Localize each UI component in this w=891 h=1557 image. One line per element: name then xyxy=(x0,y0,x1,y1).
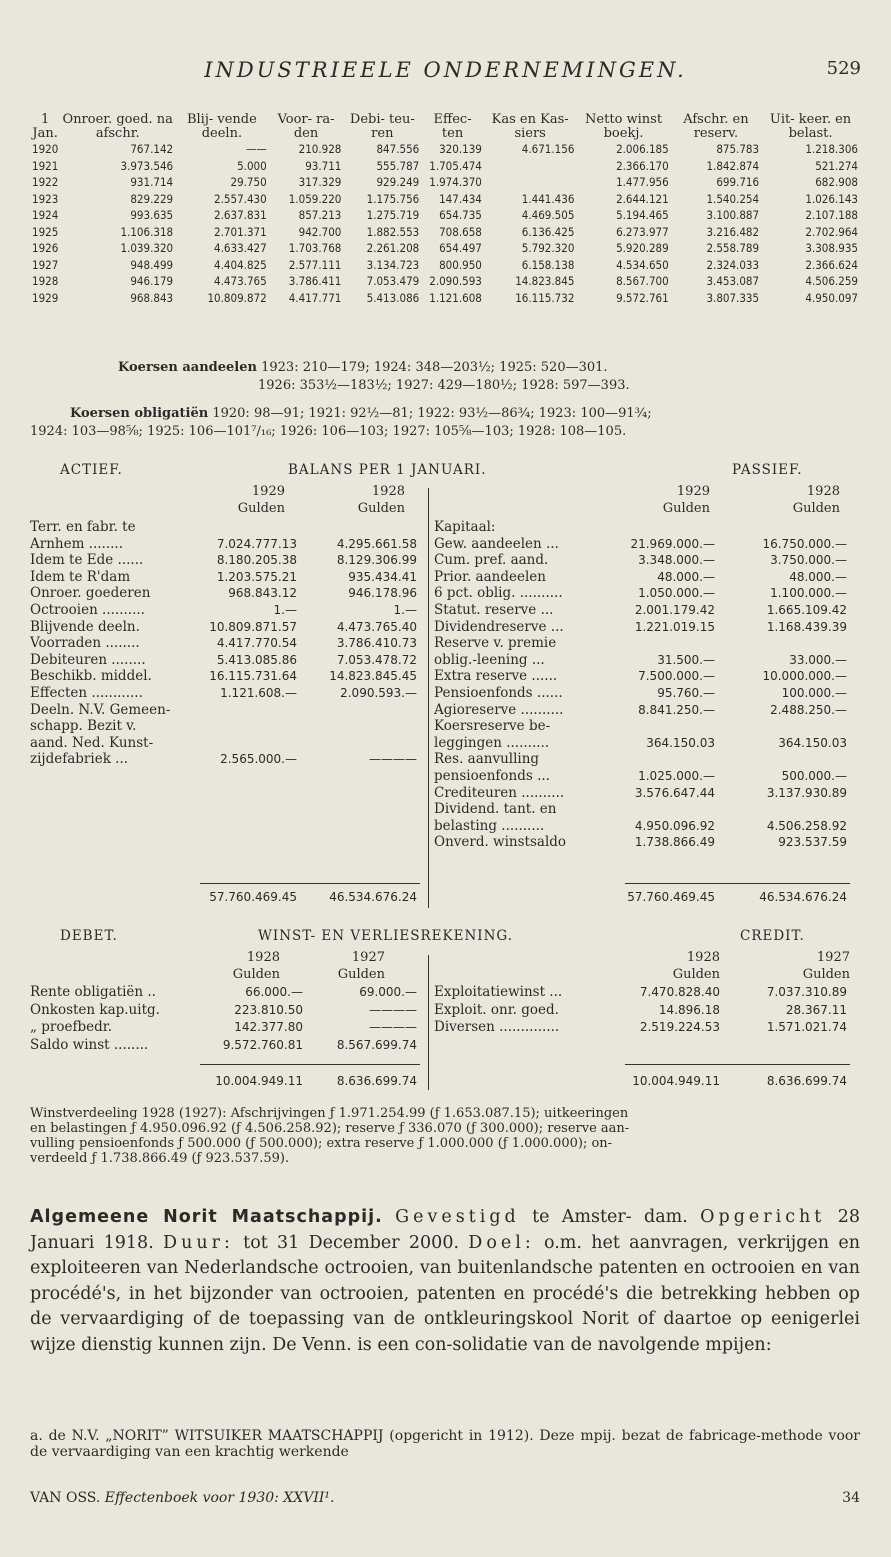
company-name: Algemeene Norit Maatschappij. xyxy=(30,1207,383,1227)
stat-year-cell: 1929 xyxy=(32,290,59,305)
koersen-aandeelen-line2: 1926: 353½—183½; 1927: 429—180½; 1928: 597—393. xyxy=(258,378,630,393)
stat-row xyxy=(30,158,860,175)
stat-value-cell: 2.366.170 xyxy=(616,158,669,173)
passief-item-amount-b: 500.000.— xyxy=(781,769,847,783)
stat-value-cell: 5.920.289 xyxy=(616,241,669,256)
stat-value-cell: 993.635 xyxy=(130,208,174,223)
stat-value-cell: 2.637.831 xyxy=(214,208,267,223)
passief-item-label: 6 pct. oblig. .......... xyxy=(434,585,563,602)
passief-item-label: leggingen .......... xyxy=(434,734,550,751)
winst-total-rule-right xyxy=(625,1064,850,1065)
stat-value-cell: 654.735 xyxy=(439,208,482,223)
stat-header-col: Netto winst boekj. xyxy=(585,112,663,141)
koersen-aandeelen-line1: Koersen aandeelen 1923: 210—179; 1924: 348—203½; 1925: 520—301. xyxy=(118,360,608,375)
passief-item-amount-a: 1.221.019.15 xyxy=(634,619,715,634)
debet-item-amount-b: 8.567.699.74 xyxy=(336,1037,417,1052)
stat-value-cell: 1.026.143 xyxy=(805,191,858,206)
debet-item-label: Saldo winst ........ xyxy=(30,1036,149,1053)
stat-year-cell: 1924 xyxy=(32,208,59,223)
passief-item-amount-a: 4.950.096.92 xyxy=(634,818,715,833)
passief-item-amount-b: 364.150.03 xyxy=(778,735,847,750)
stat-value-cell: 10.809.872 xyxy=(207,290,267,305)
passief-item-label: Koersreserve be- xyxy=(434,718,551,735)
debet-item-amount-a: 142.377.80 xyxy=(234,1020,303,1034)
credit-item-label: Exploit. onr. goed. xyxy=(434,1001,559,1018)
passief-item-amount-a: 7.500.000.— xyxy=(638,669,715,684)
stat-value-cell: 16.115.732 xyxy=(515,290,575,305)
passief-item-amount-a: 1.025.000.— xyxy=(638,769,715,783)
credit-item-label: Exploitatiewinst ... xyxy=(434,984,563,1000)
passief-item-amount-a: 1.738.866.49 xyxy=(634,835,715,850)
stat-value-cell: 929.249 xyxy=(376,175,420,190)
credit-item-amount-b: 28.367.11 xyxy=(785,1002,847,1017)
balans-year1-left: 1929 xyxy=(251,484,285,499)
debet-item-amount-b: 69.000.— xyxy=(359,985,417,999)
passief-item-label: Extra reserve ...... xyxy=(434,668,558,685)
winst-year1-left: 1928 xyxy=(246,950,280,965)
passief-item-amount-a: 3.576.647.44 xyxy=(634,785,715,800)
stat-row xyxy=(30,273,860,290)
stat-value-cell: 3.308.935 xyxy=(805,241,858,256)
actief-item-amount-b: 7.053.478.72 xyxy=(336,652,417,667)
actief-item-amount-a: 4.417.770.54 xyxy=(216,636,297,651)
debet-item-label: Rente obligatiën .. xyxy=(30,984,156,1000)
stat-year-cell: 1923 xyxy=(32,191,59,206)
passief-item-amount-a: 48.000.— xyxy=(657,569,715,584)
actief-item-amount-b: 4.295.661.58 xyxy=(336,536,417,551)
stat-value-cell: 1.175.756 xyxy=(366,191,420,206)
passief-item-amount-b: 48.000.— xyxy=(789,569,847,584)
stat-value-cell: 800.950 xyxy=(439,257,482,272)
passief-item-amount-a: 2.001.179.42 xyxy=(634,603,715,617)
stat-value-cell: 2.558.789 xyxy=(706,241,760,256)
stat-value-cell: 829.229 xyxy=(130,191,174,206)
stat-value-cell: 6.136.425 xyxy=(521,224,575,239)
passief-item-amount-b: 1.665.109.42 xyxy=(766,603,847,617)
stat-value-cell: 1.705.474 xyxy=(429,158,482,173)
winst-divider xyxy=(428,955,429,1090)
passief-item-label: Onverd. winstsaldo xyxy=(434,834,567,851)
stat-year-cell: 1925 xyxy=(32,224,59,239)
credit-item-amount-b: 7.037.310.89 xyxy=(766,985,847,999)
debet-item-amount-a: 9.572.760.81 xyxy=(222,1037,303,1052)
winst-total-1927-left: 8.636.699.74 xyxy=(336,1074,417,1088)
stat-value-cell: 942.700 xyxy=(298,224,342,239)
actief-item-label: Idem te R'dam xyxy=(30,568,131,585)
stat-value-cell: 6.158.138 xyxy=(521,257,575,272)
balans-total-1929-right: 57.760.469.45 xyxy=(627,890,715,904)
passief-item-amount-b: 2.488.250.— xyxy=(770,702,847,717)
stat-value-cell xyxy=(484,158,577,175)
balans-actief-head: ACTIEF. xyxy=(60,462,123,478)
passief-item-amount-a: 3.348.000.— xyxy=(638,553,715,568)
statistics-table xyxy=(30,113,860,306)
stat-value-cell: 2.701.371 xyxy=(214,224,267,239)
winst-year2-left: 1927 xyxy=(351,950,385,965)
norit-entry: Algemeene Norit Maatschappij. Gevestigd te Amster- dam. Opgericht 28 Januari 1918. Duur: tot 31 December 2000. Doel: o.m. het aanvragen, verkrijgen en exploiteeren van Nederlandsche octrooien, van buitenlandsche patenten en octrooien en van procédé's, in het bijzonder van octrooien, patenten en procédé's die betrekking hebben op de vervaardiging of de toepassing van de ontkleuringskool Norit of daartoe op eenigerlei wijze dienstig kunnen zijn. De Venn. is een con-solidatie van de navolgende mpijen: xyxy=(30,1207,860,1355)
actief-item-label: Effecten ............ xyxy=(30,685,143,701)
stat-row xyxy=(30,257,860,274)
stat-header-col: Afschr. en reserv. xyxy=(683,112,749,141)
passief-item-amount-a: 31.500.— xyxy=(657,652,715,667)
winst-year1-right: 1928 xyxy=(686,950,720,965)
stat-value-cell: 1.882.553 xyxy=(366,224,420,239)
balans-year1-right: 1929 xyxy=(676,484,710,499)
stat-value-cell: 968.843 xyxy=(130,290,174,305)
actief-item-amount-b: ———— xyxy=(369,752,417,767)
balans-year2-right: 1928 xyxy=(806,484,840,499)
actief-item-label: Blijvende deeln. xyxy=(30,618,140,635)
winstverdeeling-paragraph: Winstverdeeling 1928 (1927): Afschrijvingen ƒ 1.971.254.99 (ƒ 1.653.087.15); uitkeeringen en belastingen ƒ 4.950.096.92 (ƒ 4.506.258.92); reserve ƒ 336.070 (ƒ 300.000); reserve aan- vulling pensioenfonds ƒ 500.000 (ƒ 500.000); extra reserve ƒ 1.000.000 (ƒ 1.000.000); on- verdeeld ƒ 1.738.866.49 (ƒ 923.537.59). xyxy=(30,1106,630,1166)
koersen-obligatien-line2: 1924: 103—98⅝; 1925: 106—101⁷/₁₆; 1926: 106—103; 1927: 105⅝—103; 1928: 108—105. xyxy=(30,424,627,439)
stat-value-cell: 767.142 xyxy=(130,142,174,157)
passief-item-amount-b: 33.000.— xyxy=(789,652,847,667)
stat-value-cell: 847.556 xyxy=(376,142,420,157)
actief-item-amount-a: 10.809.871.57 xyxy=(209,619,297,634)
stat-value-cell: 2.261.208 xyxy=(366,241,420,256)
balans-unit2-left: Gulden xyxy=(357,501,405,516)
stat-row xyxy=(30,174,860,191)
stat-value-cell: 4.534.650 xyxy=(616,257,669,272)
stat-year-cell: 1922 xyxy=(32,175,59,190)
stat-value-cell: 2.107.188 xyxy=(805,208,858,223)
passief-item-amount-b: 100.000.— xyxy=(781,686,847,700)
stat-header-col: Onroer. goed. na afschr. xyxy=(62,112,173,141)
stat-value-cell: 4.950.097 xyxy=(805,290,858,305)
credit-item-amount-a: 7.470.828.40 xyxy=(639,985,720,999)
passief-item-label: Prior. aandeelen xyxy=(434,568,546,585)
actief-item-amount-b: 4.473.765.40 xyxy=(336,619,417,634)
passief-item-label: belasting .......... xyxy=(434,817,545,834)
stat-value-cell: 2.577.111 xyxy=(288,257,342,272)
actief-item-amount-b: 946.178.96 xyxy=(348,586,417,601)
balans-total-1929-left: 57.760.469.45 xyxy=(209,890,297,904)
stat-row xyxy=(30,224,860,241)
koersen-obligatien-line1: Koersen obligatiën 1920: 98—91; 1921: 92½—81; 1922: 93½—86¾; 1923: 100—91¾; xyxy=(70,406,652,421)
passief-item-label: Dividend. tant. en xyxy=(434,801,557,818)
actief-item-amount-a: 1.121.608.— xyxy=(220,686,297,700)
stat-value-cell: 6.273.977 xyxy=(616,224,669,239)
stat-row xyxy=(30,191,860,208)
balans-unit1-right: Gulden xyxy=(662,501,710,516)
stat-value-cell: 2.557.430 xyxy=(214,191,267,206)
passief-item-amount-a: 8.841.250.— xyxy=(638,702,715,717)
passief-item-label: Statut. reserve ... xyxy=(434,602,554,618)
stat-header-col: Blij- vende deeln. xyxy=(186,112,257,141)
actief-item-amount-b: 935.434.41 xyxy=(348,569,417,584)
stat-value-cell: 682.908 xyxy=(815,175,858,190)
stat-value-cell: 857.213 xyxy=(298,208,342,223)
page-footer: VAN OSS. Effectenboek voor 1930: XXVII¹. 34 xyxy=(30,1490,860,1506)
stat-value-cell: 7.053.479 xyxy=(366,274,420,289)
debet-item-amount-b: ———— xyxy=(369,1020,417,1034)
actief-item-label: schapp. Bezit v. xyxy=(30,718,137,735)
debet-item-amount-b: ———— xyxy=(369,1002,417,1017)
actief-item-amount-b: 14.823.845.45 xyxy=(329,669,417,684)
winst-year2-right: 1927 xyxy=(816,950,850,965)
balans-unit2-right: Gulden xyxy=(792,501,840,516)
stat-header-col: Kas en Kas- siers xyxy=(491,112,569,141)
credit-item-amount-a: 2.519.224.53 xyxy=(639,1020,720,1034)
winst-credit-head: CREDIT. xyxy=(740,928,805,944)
stat-value-cell: 4.404.825 xyxy=(214,257,267,272)
stat-value-cell: 210.928 xyxy=(298,142,342,157)
stat-value-cell: 3.216.482 xyxy=(706,224,760,239)
stat-row xyxy=(30,240,860,257)
actief-item-amount-b: 8.129.306.99 xyxy=(336,553,417,568)
actief-item-amount-a: 2.565.000.— xyxy=(220,752,297,767)
stat-value-cell: 2.702.964 xyxy=(805,224,858,239)
actief-item-label: Idem te Ede ...... xyxy=(30,552,144,569)
passief-item-label: Pensioenfonds ...... xyxy=(434,685,563,701)
actief-item-label: Beschikb. middel. xyxy=(30,668,152,685)
winst-debet-head: DEBET. xyxy=(60,928,118,944)
stat-value-cell: 14.823.845 xyxy=(515,274,575,289)
stat-row xyxy=(30,290,860,307)
stat-value-cell: 1.121.608 xyxy=(429,290,482,305)
actief-item-amount-a: 968.843.12 xyxy=(228,586,297,601)
debet-item-label: „ proefbedr. xyxy=(30,1019,113,1035)
actief-item-amount-a: 1.203.575.21 xyxy=(216,569,297,584)
debet-item-label: Onkosten kap.uitg. xyxy=(30,1001,160,1018)
stat-header-col: Voor- ra- den xyxy=(277,112,335,141)
stat-value-cell: 29.750 xyxy=(230,175,267,190)
passief-item-amount-b: 16.750.000.— xyxy=(762,536,847,551)
passief-item-amount-a: 364.150.03 xyxy=(646,735,715,750)
credit-item-label: Diversen .............. xyxy=(434,1019,560,1035)
balans-year2-left: 1928 xyxy=(371,484,405,499)
passief-item-label: Crediteuren .......... xyxy=(434,784,565,801)
stat-value-cell: 1.039.320 xyxy=(120,241,174,256)
actief-item-amount-b: 1.— xyxy=(393,603,417,617)
stat-value-cell: 317.329 xyxy=(298,175,342,190)
actief-item-amount-a: 5.413.085.86 xyxy=(216,652,297,667)
stat-value-cell: 5.194.465 xyxy=(616,208,669,223)
winst-total-rule-left xyxy=(200,1064,420,1065)
actief-item-amount-a: 16.115.731.64 xyxy=(209,669,297,684)
stat-value-cell: 4.671.156 xyxy=(521,142,575,157)
passief-item-amount-b: 4.506.258.92 xyxy=(766,818,847,833)
passief-item-amount-b: 10.000.000.— xyxy=(762,669,847,684)
stat-value-cell: 948.499 xyxy=(130,257,174,272)
stat-value-cell: 5.792.320 xyxy=(521,241,575,256)
stat-value-cell: 4.469.505 xyxy=(521,208,575,223)
passief-item-label: Dividendreserve ... xyxy=(434,618,564,635)
actief-item-label: Deeln. N.V. Gemeen- xyxy=(30,701,171,718)
passief-item-label: Kapitaal: xyxy=(434,519,496,535)
passief-item-label: Gew. aandeelen ... xyxy=(434,535,559,552)
stat-value-cell: 3.453.087 xyxy=(706,274,760,289)
passief-item-label: Res. aanvulling xyxy=(434,751,540,768)
stat-header-year: 1 Jan. xyxy=(32,112,58,141)
stat-year-cell: 1927 xyxy=(32,257,59,272)
stat-value-cell: 654.497 xyxy=(439,241,482,256)
passief-item-amount-a: 1.050.000.— xyxy=(638,586,715,601)
stat-value-cell: 3.807.335 xyxy=(706,290,760,305)
balans-total-rule-left xyxy=(200,883,420,884)
credit-item-amount-a: 14.896.18 xyxy=(658,1002,720,1017)
passief-item-amount-b: 3.137.930.89 xyxy=(766,785,847,800)
stat-value-cell: 1.540.254 xyxy=(706,191,760,206)
stat-value-cell: 931.714 xyxy=(130,175,174,190)
actief-item-amount-a: 1.— xyxy=(273,603,297,617)
actief-item-label: Terr. en fabr. te xyxy=(30,519,136,535)
stat-value-cell: 1.275.719 xyxy=(366,208,420,223)
passief-item-amount-b: 1.168.439.39 xyxy=(766,619,847,634)
winst-total-1928-right: 10.004.949.11 xyxy=(632,1074,720,1088)
stat-value-cell xyxy=(484,174,577,191)
stat-year-cell: 1920 xyxy=(32,142,59,157)
actief-item-label: Octrooien .......... xyxy=(30,602,145,618)
stat-value-cell: 2.006.185 xyxy=(616,142,669,157)
passief-item-label: oblig.-leening ... xyxy=(434,651,545,668)
stat-value-cell: 3.100.887 xyxy=(706,208,760,223)
stat-row xyxy=(30,207,860,224)
stat-value-cell: —— xyxy=(245,142,267,157)
passief-item-label: Agioreserve .......... xyxy=(434,701,564,718)
stat-header-col: Debi- teu- ren xyxy=(349,112,415,141)
actief-item-label: zijdefabriek ... xyxy=(30,751,129,768)
stat-value-cell: 699.716 xyxy=(716,175,760,190)
stat-value-cell: 4.417.771 xyxy=(288,290,342,305)
actief-item-label: Voorraden ........ xyxy=(30,635,140,652)
stat-value-cell: 555.787 xyxy=(376,158,420,173)
running-title: INDUSTRIEELE ONDERNEMINGEN. xyxy=(204,58,687,82)
balans-title: BALANS PER 1 JANUARI. xyxy=(288,462,487,478)
balans-unit1-left: Gulden xyxy=(237,501,285,516)
stat-value-cell: 3.134.723 xyxy=(366,257,420,272)
stat-value-cell: 2.644.121 xyxy=(616,191,669,206)
stat-value-cell: 1.218.306 xyxy=(805,142,858,157)
actief-item-amount-a: 8.180.205.38 xyxy=(216,553,297,568)
stat-value-cell: 4.633.427 xyxy=(214,241,267,256)
debet-item-amount-a: 66.000.— xyxy=(245,985,303,999)
winst-title: WINST- EN VERLIESREKENING. xyxy=(258,928,514,944)
stat-value-cell: 708.658 xyxy=(439,224,482,239)
actief-item-amount-b: 2.090.593.— xyxy=(340,686,417,700)
stat-value-cell: 1.059.220 xyxy=(288,191,342,206)
stat-value-cell: 1.477.956 xyxy=(616,175,669,190)
stat-year-cell: 1921 xyxy=(32,158,59,173)
balans-divider xyxy=(428,488,429,908)
actief-item-amount-a: 7.024.777.13 xyxy=(216,536,297,551)
actief-item-label: Onroer. goederen xyxy=(30,585,151,602)
stat-value-cell: 2.324.033 xyxy=(706,257,760,272)
stat-value-cell: 320.139 xyxy=(439,142,482,157)
balans-total-rule-right xyxy=(625,883,850,884)
debet-item-amount-a: 223.810.50 xyxy=(234,1002,303,1017)
stat-value-cell: 5.413.086 xyxy=(366,290,420,305)
actief-item-label: Arnhem ........ xyxy=(30,535,124,552)
stat-value-cell: 1.441.436 xyxy=(521,191,575,206)
stat-value-cell: 2.090.593 xyxy=(429,274,482,289)
stat-header-col: Effec- ten xyxy=(433,112,472,141)
stat-value-cell: 8.567.700 xyxy=(616,274,669,289)
stat-value-cell: 147.434 xyxy=(439,191,482,206)
passief-item-label: Reserve v. premie xyxy=(434,635,557,652)
stat-value-cell: 3.786.411 xyxy=(288,274,342,289)
stat-header-col: Uit- keer. en belast. xyxy=(769,112,852,141)
passief-item-amount-a: 21.969.000.— xyxy=(630,536,715,551)
passief-item-amount-b: 3.750.000.— xyxy=(770,553,847,568)
balans-total-1928-right: 46.534.676.24 xyxy=(759,890,847,904)
passief-item-label: Cum. pref. aand. xyxy=(434,552,549,569)
credit-item-amount-b: 1.571.021.74 xyxy=(766,1020,847,1034)
stat-value-cell: 1.842.874 xyxy=(706,158,760,173)
stat-year-cell: 1928 xyxy=(32,274,59,289)
passief-item-label: pensioenfonds ... xyxy=(434,768,550,784)
stat-value-cell: 1.106.318 xyxy=(120,224,174,239)
stat-year-cell: 1926 xyxy=(32,241,59,256)
stat-value-cell: 521.274 xyxy=(815,158,858,173)
page-header xyxy=(0,58,891,88)
norit-sub-a: a. de N.V. „NORIT” WITSUIKER MAATSCHAPPIJ (opgericht in 1912). Deze mpij. bezat de fabricage-methode voor de vervaardiging van een krachtig werkende xyxy=(30,1428,860,1460)
stat-value-cell: 4.473.765 xyxy=(214,274,267,289)
stat-value-cell: 1.703.768 xyxy=(288,241,342,256)
stat-value-cell: 5.000 xyxy=(237,158,267,173)
winst-unit1-right: Gulden xyxy=(672,967,720,982)
balans-passief-head: PASSIEF. xyxy=(732,462,803,478)
actief-item-label: Debiteuren ........ xyxy=(30,651,146,668)
passief-item-amount-a: 95.760.— xyxy=(657,686,715,700)
winst-unit2-left: Gulden xyxy=(337,967,385,982)
stat-value-cell: 4.506.259 xyxy=(805,274,858,289)
actief-item-label: aand. Ned. Kunst- xyxy=(30,734,154,751)
passief-item-amount-b: 1.100.000.— xyxy=(770,586,847,601)
winst-unit2-right: Gulden xyxy=(802,967,850,982)
stat-value-cell: 3.973.546 xyxy=(120,158,174,173)
stat-value-cell: 2.366.624 xyxy=(805,257,858,272)
page-number: 529 xyxy=(826,58,861,79)
winst-total-1928-left: 10.004.949.11 xyxy=(215,1074,303,1088)
stat-value-cell: 946.179 xyxy=(130,274,174,289)
winst-unit1-left: Gulden xyxy=(232,967,280,982)
stat-value-cell: 1.974.370 xyxy=(429,175,482,190)
stat-value-cell: 93.711 xyxy=(305,158,342,173)
stat-row xyxy=(30,141,860,158)
balans-total-1928-left: 46.534.676.24 xyxy=(329,890,417,904)
winst-total-1927-right: 8.636.699.74 xyxy=(766,1074,847,1088)
stat-value-cell: 9.572.761 xyxy=(616,290,669,305)
actief-item-amount-b: 3.786.410.73 xyxy=(336,636,417,651)
passief-item-amount-b: 923.537.59 xyxy=(778,835,847,850)
stat-value-cell: 875.783 xyxy=(716,142,760,157)
